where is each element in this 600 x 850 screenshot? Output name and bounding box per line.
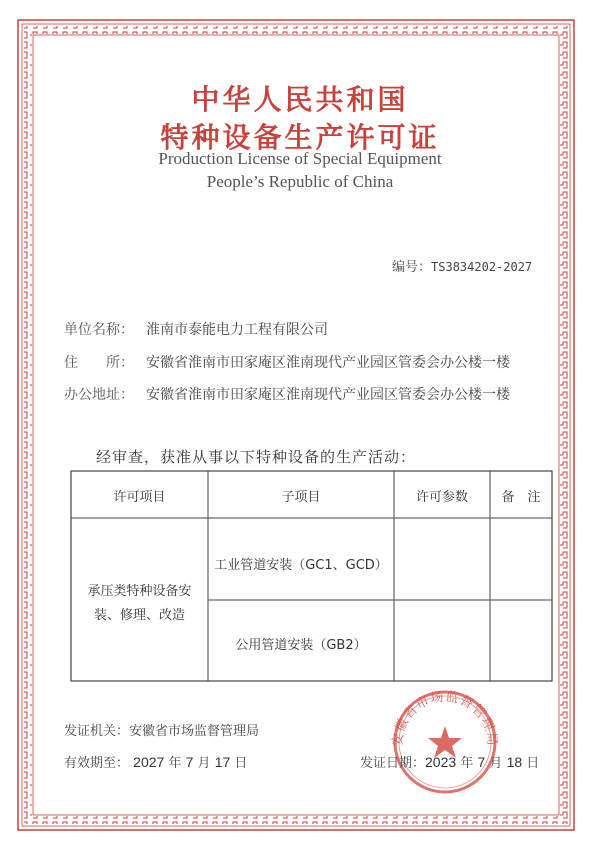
license-table — [70, 470, 553, 682]
certificate-number — [392, 256, 532, 275]
valid-until-month: 7 — [185, 754, 194, 770]
issue-date-year-unit: 年 — [460, 756, 474, 771]
title-english-line1: Production License of Special Equipment — [158, 149, 442, 168]
table-item-line2: 装、修理、改造 — [93, 608, 185, 623]
valid-until-year-unit: 年 — [168, 756, 182, 771]
issue-date-label: 发证日期： — [360, 756, 426, 771]
title-chinese-line1: 中华人民共和国 — [191, 83, 409, 116]
issue-date-month: 7 — [477, 754, 486, 770]
table-header-subitem: 子项目 — [281, 490, 321, 505]
official-seal-image — [380, 680, 510, 800]
valid-until-row — [64, 752, 247, 771]
certificate-number-label: 编号： — [392, 260, 432, 275]
certificate-number-value: TS3834202-2027 — [431, 260, 533, 274]
unit-name-value: 淮南市泰能电力工程有限公司 — [146, 322, 328, 338]
table-header-parameters: 许可参数 — [415, 490, 468, 505]
table-subitem-2: 公用管道安装（GB2） — [235, 638, 367, 653]
issuer-row — [64, 720, 259, 739]
valid-until-month-unit: 月 — [197, 756, 211, 771]
issue-date-day: 18 — [506, 754, 523, 770]
address-row — [64, 352, 510, 372]
table-header-item: 许可项目 — [113, 490, 166, 505]
issue-date-month-unit: 月 — [489, 756, 503, 771]
seal-text: 安徽省市场监督管理局 — [390, 689, 500, 748]
office-address-value: 安徽省淮南市田家庵区淮南现代产业园区管委会办公楼一楼 — [146, 387, 510, 403]
table-item-line1: 承压类特种设备安 — [87, 584, 192, 599]
valid-until-year: 2027 — [133, 754, 165, 770]
issue-date-row — [360, 752, 539, 771]
valid-until-day-unit: 日 — [234, 756, 248, 771]
issuer-label: 发证机关： — [64, 724, 130, 739]
unit-name-row — [64, 319, 328, 339]
title-english-line2: People’s Republic of China — [206, 172, 394, 191]
issue-date-year: 2023 — [425, 754, 457, 770]
address-value: 安徽省淮南市田家庵区淮南现代产业园区管委会办公楼一楼 — [146, 355, 510, 371]
issuer-value: 安徽省市场监督管理局 — [129, 724, 260, 739]
address-label: 住 所： — [64, 355, 134, 371]
office-address-label: 办公地址： — [64, 387, 134, 403]
office-address-row — [64, 384, 510, 404]
title-chinese-line2: 特种设备生产许可证 — [160, 121, 440, 154]
intro-text: 经审查，获准从事以下特种设备的生产活动： — [96, 448, 417, 466]
table-header-remarks: 备 注 — [501, 490, 541, 505]
table-subitem-1: 工业管道安装（GC1、GCD） — [214, 558, 388, 573]
valid-until-label: 有效期至： — [64, 756, 130, 771]
unit-name-label: 单位名称： — [64, 322, 134, 338]
issue-date-day-unit: 日 — [526, 756, 540, 771]
valid-until-day: 17 — [214, 754, 231, 770]
